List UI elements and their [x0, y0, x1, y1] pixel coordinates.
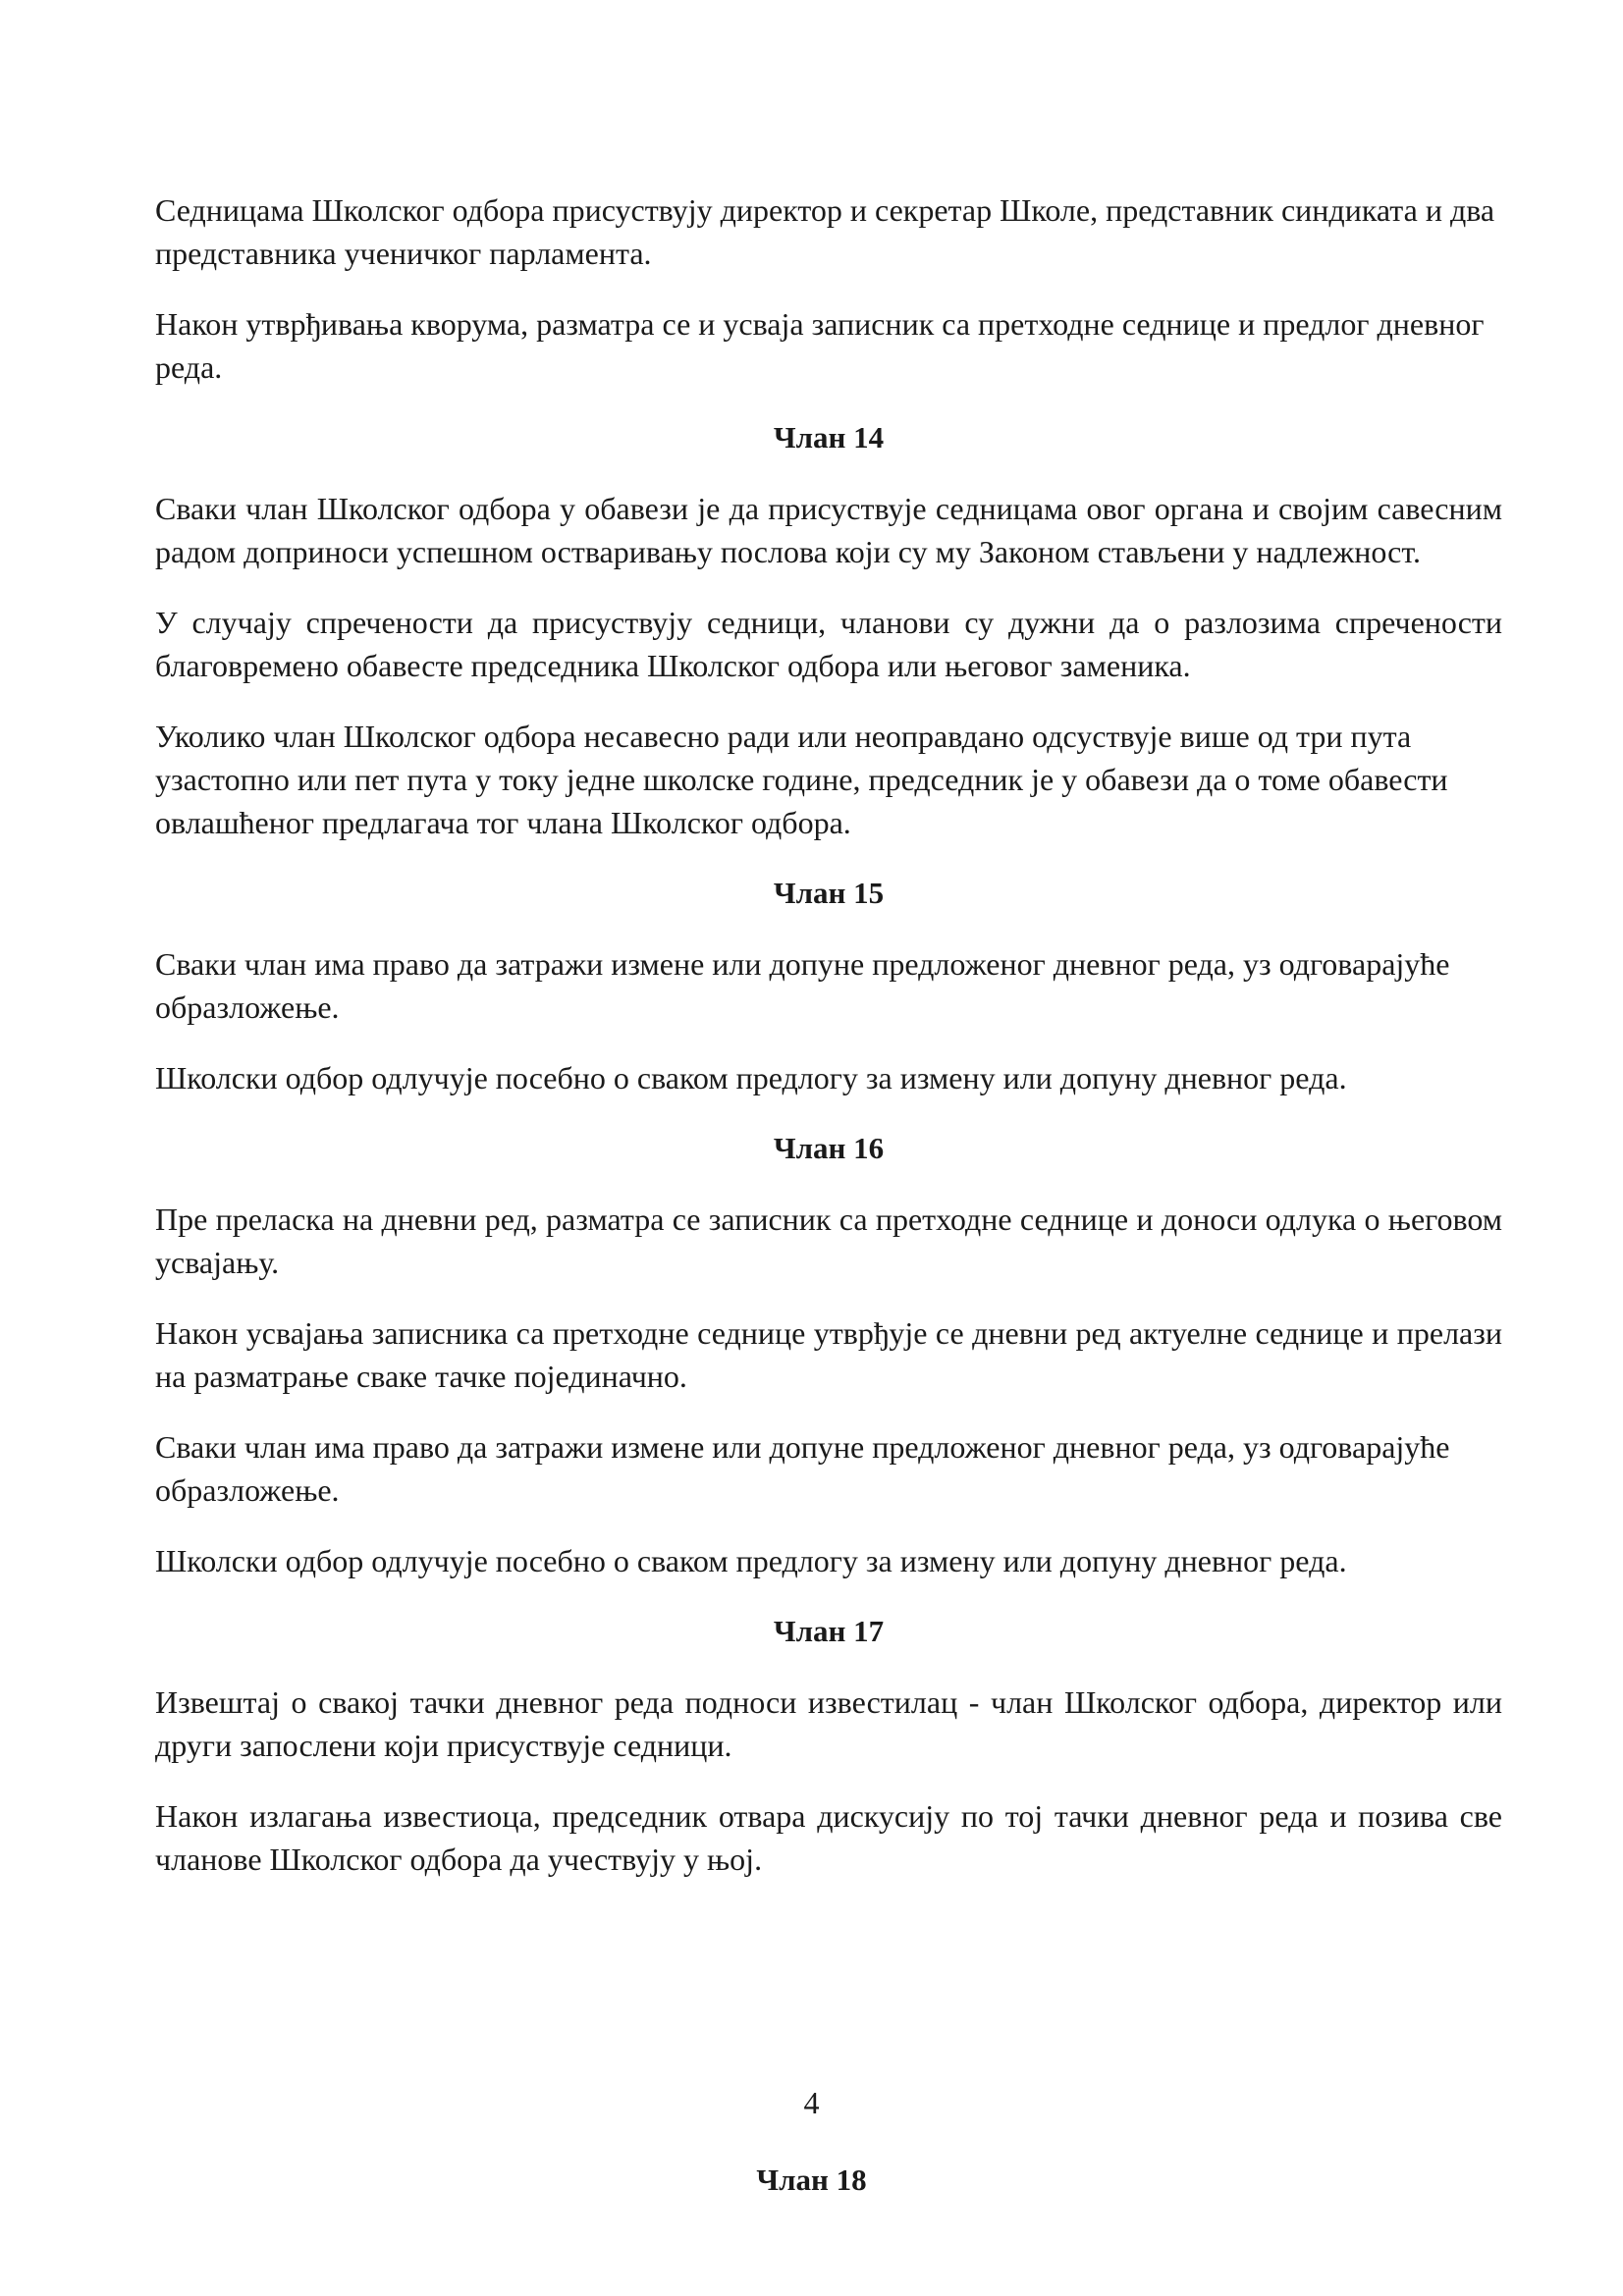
- paragraph: Након утврђивања кворума, разматра се и усваја записник са претходне седнице и предлог дневног реда.: [155, 306, 1485, 385]
- paragraph: Школски одбор одлучује посебно о сваком предлогу за измену или допуну дневног реда.: [155, 1060, 1347, 1095]
- document-body: [155, 188, 1502, 1908]
- paragraph: Уколико члан Школског одбора несавесно ради или неоправдано одсуствује више од три пута узастопно или пет пута у току једне школске године, председник је у обавези да о томе обавести овлашћеног предлагача тог члана Школског одбора.: [155, 719, 1448, 840]
- paragraph: Након излагања известиоца, председник отвара дискусију по тој тачки дневног реда и позива све чланове Школског одбора да учествују у њој.: [155, 1798, 1502, 1877]
- article-heading: Члан 17: [773, 1614, 885, 1648]
- paragraph: Сваки члан има право да затражи измене или допуне предложеног дневног реда, уз одговарајуће образложење.: [155, 946, 1450, 1025]
- paragraph: Извештај о свакој тачки дневног реда подноси известилац - члан Школског одбора, директор или други запослени који присуствује седници.: [155, 1684, 1502, 1763]
- article-heading: Члан 16: [773, 1131, 885, 1165]
- paragraph: Сваки члан Школског одбора у обавези је да присуствује седницама овог органа и својим савесним радом доприноси успешном остваривању послова који су му Законом стављени у надлежност.: [155, 491, 1502, 569]
- article-heading: Члан 18: [756, 2163, 867, 2197]
- paragraph: Седницама Школског одбора присуствују директор и секретар Школе, представник синдиката и два представника ученичког парламента.: [155, 192, 1495, 271]
- paragraph: Након усвајања записника са претходне седнице утврђује се дневни ред актуелне седнице и прелази на разматрање сваке тачке појединачно.: [155, 1315, 1502, 1394]
- article-heading: Члан 14: [773, 420, 885, 454]
- paragraph: Пре преласка на дневни ред, разматра се записник са претходне седнице и доноси одлука о његовом усвајању.: [155, 1201, 1502, 1280]
- paragraph: У случају спречености да присуствују седници, чланови су дужни да о разлозима спречености благовремено обавесте председника Школског одбора или његовог заменика.: [155, 605, 1502, 683]
- paragraph: Сваки члан има право да затражи измене или допуне предложеног дневног реда, уз одговарајуће образложење.: [155, 1429, 1450, 1508]
- page-number: 4: [803, 2085, 820, 2120]
- article-heading: Члан 15: [773, 876, 885, 910]
- paragraph: Школски одбор одлучује посебно о сваком предлогу за измену или допуну дневног реда.: [155, 1543, 1347, 1578]
